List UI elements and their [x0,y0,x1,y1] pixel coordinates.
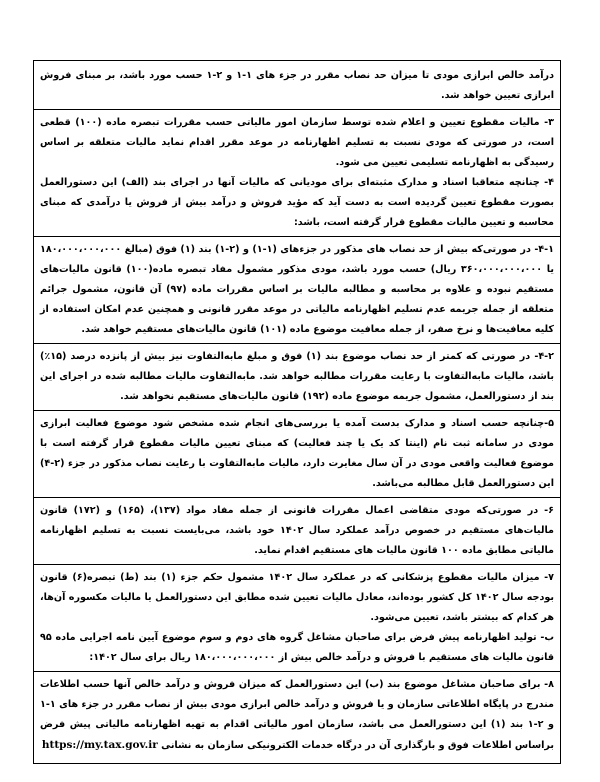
paragraph-8 [40,675,554,756]
divider [34,671,560,672]
divider [34,343,560,344]
divider [34,236,560,237]
paragraph-8-text: ۸- برای صاحبان مشاغل موضوع بند (ب) این دستورالعمل که میزان فروش و درآمد خالص آنها حسب اطلاعات مندرج در پایگاه اطلاعاتی سازمان و یا فروش و درآمد خالص ابرازی مودی بیش از نصاب مقرر در جزء های ۱-۱ و ۲-۱ بند (۱) این دستورالعمل می باشد، سازمان امور مالیاتی اقدام به تهیه اظهارنامه مالیاتی پیش فرض براساس اطلاعات فوق و بارگذاری آن در درگاه خدمات الکترونیکی سازمان به نشانی [40,679,554,751]
document-page [33,60,561,764]
divider [34,109,560,110]
divider [34,410,560,411]
divider [34,497,560,498]
paragraph-4-2: ۴-۲- در صورتی که کمتر از حد نصاب موضوع بند (۱) فوق و مبلغ مابه‌التفاوت نیز بیش از پانزده درصد (۱۵٪) باشد، مالیات مابه‌التفاوت با رعایت مقررات مطالبه خواهد شد. مابه‌التفاوت مالیات مطالبه شده در اجرای این بند از دستورالعمل، مشمول جریمه موضوع ماده (۱۹۲) قانون مالیات‌های مستقیم نخواهد شد. [40,351,555,402]
paragraph-5: ۵-چنانچه حسب اسناد و مدارک بدست آمده یا بررسی‌های انجام شده مشخص شود موضوع فعالیت ابرازی مودی در سامانه ثبت نام (اینتا کد یک یا چند فعالیت) که مبنای تعیین مالیات مقطوع قرار گرفته است با موضوع فعالیت واقعی مودی در آن سال مغایرت دارد، مالیات مابه‌التفاوت با رعایت نصاب مذکور در جزء (۲-۴) این دستورالعمل قابل مطالبه می‌باشد. [40,418,554,489]
paragraph-4: ۴- چنانچه متعاقبا اسناد و مدارک مثبته‌ای برای مودیانی که مالیات آنها در اجرای بند (الف) این دستورالعمل بصورت مقطوع تعیین گردیده است به دست آید که مؤید فروش و درآمد بیش از فروش یا درآمدی که مبنای محاسبه و تعیین مالیات مقطوع قرار گرفته است، باشد: [40,177,554,228]
divider [34,564,560,565]
paragraph-4-1: ۴-۱- در صورتی‌که بیش از حد نصاب های مذکور در جزءهای (۱-۱) و (۲-۱) بند (۱) فوق (مبالغ ۱۸۰،۰۰۰،۰۰۰،۰۰۰ یا ۳۶۰،۰۰۰،۰۰۰،۰۰۰ ریال) حسب مورد باشد، مودی مذکور مشمول مفاد تبصره ماده(۱۰۰) قانون مالیات‌های مستقیم نبوده و علاوه بر محاسبه و مطالبه مالیات بر اساس مقررات ماده (۹۷) آن قانون، مشمول جرائم متعلقه از جمله جریمه عدم تسلیم اظهارنامه مالیاتی در موعد مقرر قانونی و همچنین عدم امکان استفاده از کلیه معافیت‌ها و نرخ صفر، از جمله معافیت موضوع ماده (۱۰۱) قانون مالیات‌های مستقیم خواهد شد. [40,244,555,335]
paragraph-7: ۷- میزان مالیات مقطوع پزشکانی که در عملکرد سال ۱۴۰۲ مشمول حکم جزء (۱) بند (ط) تبصره(۶) قانون بودجه سال ۱۴۰۲ کل کشور بوده‌اند، معادل مالیات تعیین شده مطابق این دستورالعمل یا مالیات مکسوره آن‌ها، هر کدام که بیشتر باشد، تعیین می‌شود. [40,572,554,623]
paragraph-b: ب- تولید اظهارنامه پیش فرض برای صاحبان مشاغل گروه های دوم و سوم موضوع آیین نامه اجرایی ماده ۹۵ قانون مالیات های مستقیم با فروش و درآمد خالص بیش از ۱۸۰،۰۰۰،۰۰۰،۰۰۰ ریال برای سال ۱۴۰۲: [40,632,554,663]
paragraph-3: ۳- مالیات مقطوع تعیین و اعلام شده توسط سازمان امور مالیاتی حسب مقررات تبصره ماده (۱۰۰) قطعی است، در صورتی که مودی نسبت به تسلیم اظهارنامه در موعد مقرر اقدام نماید مالیات متعلقه بر اساس رسیدگی به اظهارنامه تسلیمی تعیین می شود. [40,117,554,168]
paragraph-income-threshold: درآمد خالص ابرازی مودی تا میزان حد نصاب مقرر در جزء های ۱-۱ و ۲-۱ حسب مورد باشد، بر مبنای فروش ابرازی تعیین خواهد شد. [40,70,554,101]
tax-portal-link[interactable]: https://my.tax.gov.ir [41,739,158,751]
paragraph-6: ۶- در صورتی‌که مودی متقاضی اعمال مقررات قانونی از جمله مفاد مواد (۱۳۷)، (۱۶۵) و (۱۷۲) قانون مالیات‌های مستقیم در خصوص درآمد عملکرد سال ۱۴۰۲ خود باشد، می‌بایست نسبت به تسلیم اظهارنامه مالیاتی مطابق ماده ۱۰۰ قانون مالیات های مستقیم اقدام نماید. [40,505,554,556]
